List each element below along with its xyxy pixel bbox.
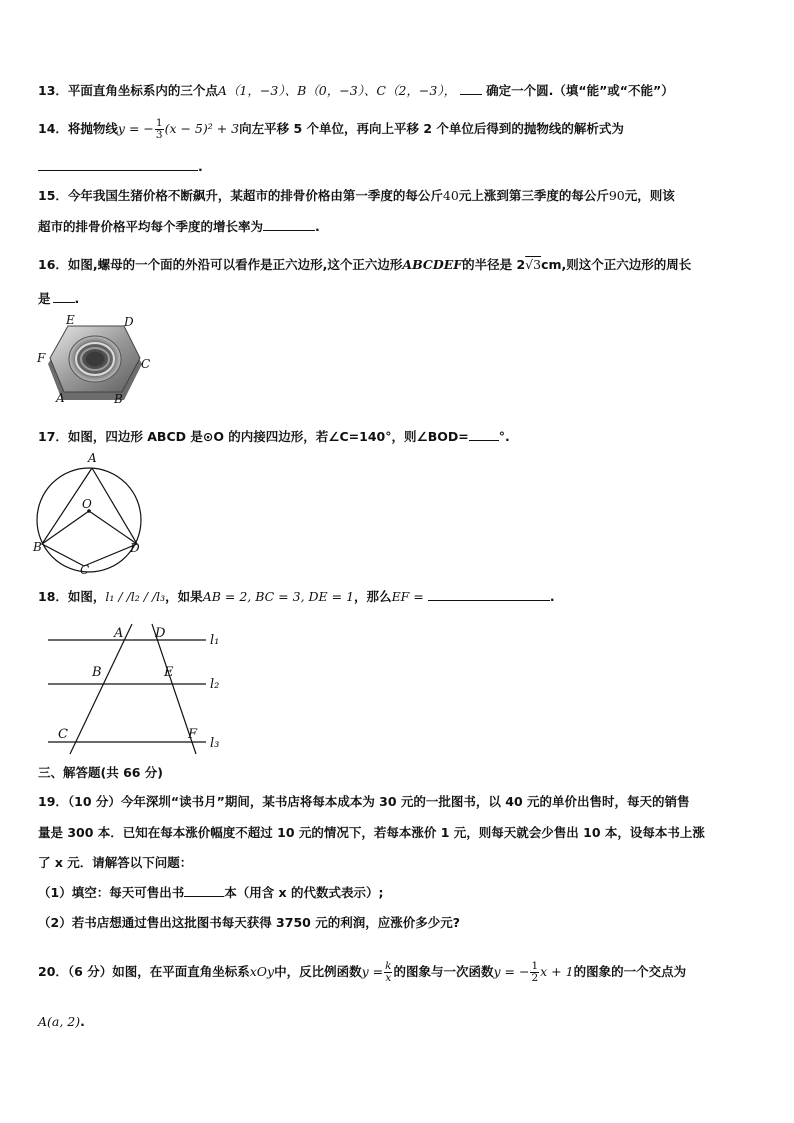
question-19-line3: 了 x 元．请解答以下问题： [38, 855, 193, 870]
label-d: D [130, 541, 140, 555]
q14-frac-num: 1 [155, 117, 163, 129]
segment-ob [42, 511, 89, 544]
parallel-lines-figure [44, 620, 234, 755]
question-14-answer [38, 158, 203, 176]
section-heading: 三、解答题(共 66 分) [38, 765, 164, 780]
q14-fraction [155, 118, 164, 141]
q15-answer-blank[interactable] [263, 218, 315, 231]
q18-given: AB = 2, BC = 3, DE = 1 [202, 589, 355, 604]
quadrilateral-abcd [42, 468, 137, 566]
q14-end: . [198, 159, 203, 174]
q13-point-c: C（2，−3）， [376, 83, 457, 98]
q15-line1c: 元，则该 [624, 188, 675, 203]
q19-sub1a: （1）填空：每天可售出书 [38, 885, 185, 900]
label-f: F [188, 727, 198, 742]
q15-end: . [315, 219, 320, 234]
hex-label-e: E [66, 313, 75, 327]
q19-sub1b: 本（用含 x 的代数式表示）; [224, 885, 384, 900]
circle-quadrilateral-figure [32, 448, 152, 576]
q20-f2-right: x + 1 [540, 964, 574, 979]
label-b: B [33, 540, 42, 554]
q15-v2: 90 [608, 188, 625, 203]
question-19-sub2: （2）若书店想通过售出这批图书每天获得 3750 元的利润，应涨价多少元? [38, 915, 460, 930]
q18-answer-blank[interactable] [428, 588, 550, 601]
hex-nut-figure [36, 312, 166, 412]
q20-f1-num: k [385, 960, 392, 972]
label-c: C [58, 727, 68, 742]
q20-f2-fraction [530, 961, 539, 984]
q18-parallel: l₁ / /l₂ / /l₃ [105, 589, 166, 604]
label-o: O [82, 497, 92, 511]
q14-answer-blank[interactable] [38, 158, 198, 171]
label-a: A [88, 451, 97, 465]
question-17 [38, 428, 510, 446]
q20-prefix: 20．（6 分）如图，在平面直角坐标系 [38, 964, 250, 979]
q16-end: . [74, 291, 80, 306]
q18-mid2: ，那么 [354, 589, 392, 604]
q18-prefix: 18．如图， [38, 589, 106, 604]
q16-sqrt3: √3 [525, 257, 542, 272]
q14-eq-right: (x − 5)² + 3 [164, 121, 240, 136]
q20-f1-left: y = [361, 964, 384, 979]
q20-f2-num: 1 [531, 960, 539, 972]
question-18 [38, 588, 555, 606]
q18-mid: ，如果 [165, 589, 203, 604]
label-b: B [92, 665, 102, 680]
question-19-sub1 [38, 884, 383, 902]
hex-label-d: D [124, 315, 134, 329]
segment-od [89, 511, 137, 544]
q16-line1c: cm,则这个正六边形的周长 [541, 257, 692, 272]
question-16-line2 [38, 290, 79, 308]
q17-end: °. [498, 429, 510, 444]
label-d: D [155, 626, 166, 641]
q15-line1b: 元上涨到第三季度的每公斤 [458, 188, 609, 203]
q20-end: . [80, 1014, 85, 1029]
question-20-line1 [38, 961, 686, 984]
q18-ask: EF = [391, 589, 424, 604]
question-19-line2: 量是 300 本．已知在每本涨价幅度不超过 10 元的情况下，若每本涨价 1 元，则每天就会少售出 10 本，设每本书上涨 [38, 825, 705, 840]
q20-xoy: xOy [249, 964, 275, 979]
q19-answer-blank[interactable] [184, 884, 224, 897]
hex-label-c: C [141, 357, 151, 371]
circle-o [37, 468, 141, 572]
q13-point-b: B（0，−3）、 [297, 83, 377, 98]
label-l3: l₃ [210, 736, 220, 751]
q17-text: 17．如图，四边形 ABCD 是⊙O 的内接四边形，若∠C=140°，则∠BOD= [38, 429, 469, 444]
q20-f1-fraction [384, 961, 392, 984]
label-l2: l₂ [210, 677, 220, 692]
q20-f2-den: 2 [531, 972, 539, 984]
q16-line2: 是 [38, 291, 51, 306]
label-a: A [114, 626, 124, 641]
q20-mid2: 的图象与一次函数 [393, 964, 494, 979]
question-19-line1: 19．（10 分）今年深圳“读书月”期间，某书店将每本成本为 30 元的一批图书，以 40 元的单价出售时，每天的销售 [38, 794, 690, 809]
question-16-line1 [38, 256, 691, 274]
label-c: C [80, 563, 90, 576]
q13-point-a: A（1，−3）、 [217, 83, 298, 98]
q16-hexagon-name: ABCDEF [402, 257, 463, 272]
q20-f2-left: y = − [493, 964, 530, 979]
q17-answer-blank[interactable] [469, 428, 499, 441]
q14-eq-left: y = − [117, 121, 154, 136]
q15-v1: 40 [442, 188, 459, 203]
hex-label-a: A [56, 391, 65, 405]
q13-tail: 确定一个圆.（填“能”或“不能”） [486, 83, 674, 98]
q20-mid1: 中，反比例函数 [274, 964, 362, 979]
q13-text: 13．平面直角坐标系内的三个点 [38, 83, 218, 98]
q18-end: . [549, 589, 555, 604]
question-15-line2 [38, 218, 320, 236]
q16-line1b: 的半径是 2 [462, 257, 526, 272]
q16-answer-blank[interactable] [53, 290, 75, 303]
q15-line1a: 15．今年我国生猪价格不断飙升，某超市的排骨价格由第一季度的每公斤 [38, 188, 443, 203]
question-13 [38, 82, 674, 100]
q13-answer-blank[interactable] [460, 82, 482, 95]
q20-tail: 的图象的一个交点为 [573, 964, 687, 979]
q15-line2: 超市的排骨价格平均每个季度的增长率为 [38, 219, 264, 234]
q20-point: A(a, 2) [38, 1014, 81, 1029]
question-14 [38, 118, 624, 141]
q14-suffix: 向左平移 5 个单位，再向上平移 2 个单位后得到的抛物线的解析式为 [239, 121, 624, 136]
hex-label-b: B [114, 392, 123, 406]
question-20-line2 [38, 1013, 85, 1031]
q20-f1-den: x [385, 972, 392, 984]
label-e: E [164, 665, 174, 680]
transversal-abc [70, 624, 132, 754]
q14-prefix: 14．将抛物线 [38, 121, 118, 136]
q16-line1a: 16．如图,螺母的一个面的外沿可以看作是正六边形,这个正六边形 [38, 257, 403, 272]
q14-frac-den: 3 [155, 129, 163, 141]
question-15-line1 [38, 187, 675, 205]
nut-center [86, 352, 104, 366]
hex-label-f: F [37, 351, 46, 365]
label-l1: l₁ [210, 633, 220, 648]
